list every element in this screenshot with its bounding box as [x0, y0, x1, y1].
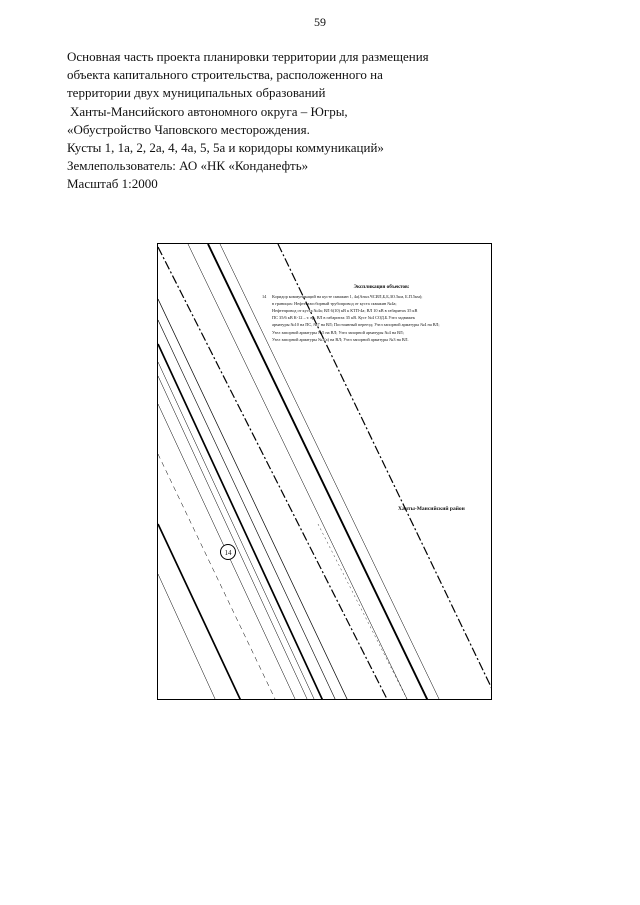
page-number: 59	[314, 15, 326, 29]
corridor-line-dashed	[158, 454, 276, 700]
legend-entry-line: арматуры №10 на ПС, №7 на ВЛ; Постоянный переезд; Узел запорной арматуры №4 на ВЛ;	[272, 322, 440, 328]
legend-entry	[262, 293, 487, 343]
document-header	[67, 48, 467, 194]
header-line: «Обустройство Чаповского месторождения.	[67, 121, 310, 137]
legend-entry-line: ПС 35/6 кВ К-12 – т. вр. ВЛ в габаритах 35 кВ. Куст №4 СОД.Б.Узел задвижек	[272, 315, 415, 321]
header-line: Ханты-Мансийского автономного округа – Югры,	[70, 103, 348, 119]
legend-title: Экспликация объектов:	[353, 284, 410, 290]
legend-entry-line: Узел запорной арматуры №3(а) на ВЛ; Узел запорной арматуры №3 на ВЛ.	[272, 336, 409, 342]
corridor-line-thin	[158, 574, 216, 700]
legend-entry-line: Узел запорной арматуры №5 на ВЛ; Узел запорной арматуры №4 на ВЛ;	[272, 329, 404, 335]
planning-map	[157, 243, 492, 700]
district-label: Ханты-Мансийский район	[398, 506, 465, 512]
header-line: Масштаб 1:2000	[67, 176, 158, 192]
legend-entry-number: 14	[262, 294, 267, 300]
header-line: объекта капитального строительства, расположенного на	[67, 67, 383, 83]
corridor-line-thin	[158, 299, 348, 700]
corridor-line-thin	[158, 362, 315, 700]
object-number-callout: 14	[220, 544, 236, 560]
header-line: Основная часть проекта планировки территории для размещения	[67, 49, 429, 64]
header-line: Землепользователь: АО «НК «Конданефть»	[67, 158, 309, 174]
legend-entry-line: Коридор коммуникаций на кусте скважин 1, 4а(Анал.ЧСИЛ,Б,Б,ЗО.5км, Б.П.5км);	[272, 294, 423, 300]
header-line: территории двух муниципальных образований	[67, 85, 326, 101]
legend-entry-text	[272, 293, 440, 343]
legend	[262, 284, 487, 343]
header-line: Кусты 1, 1а, 2, 2а, 4, 4а, 5, 5а и коридоры коммуникаций»	[67, 140, 384, 156]
legend-entry-line: Нефтепровод от куста №4а; ВЛ 6(10) кВ к КТП-4а; ВЛ 10 кВ в габаритах 35 кВ	[272, 308, 418, 314]
corridor-line-thin	[318, 524, 408, 700]
corridor-line-thin	[158, 320, 336, 700]
legend-entry-line: в границах: Нефтегазосборный трубопровод от куста скважин №4а;	[272, 301, 397, 307]
corridor-line-thin	[158, 376, 308, 700]
corridor-line-bold	[158, 344, 323, 700]
